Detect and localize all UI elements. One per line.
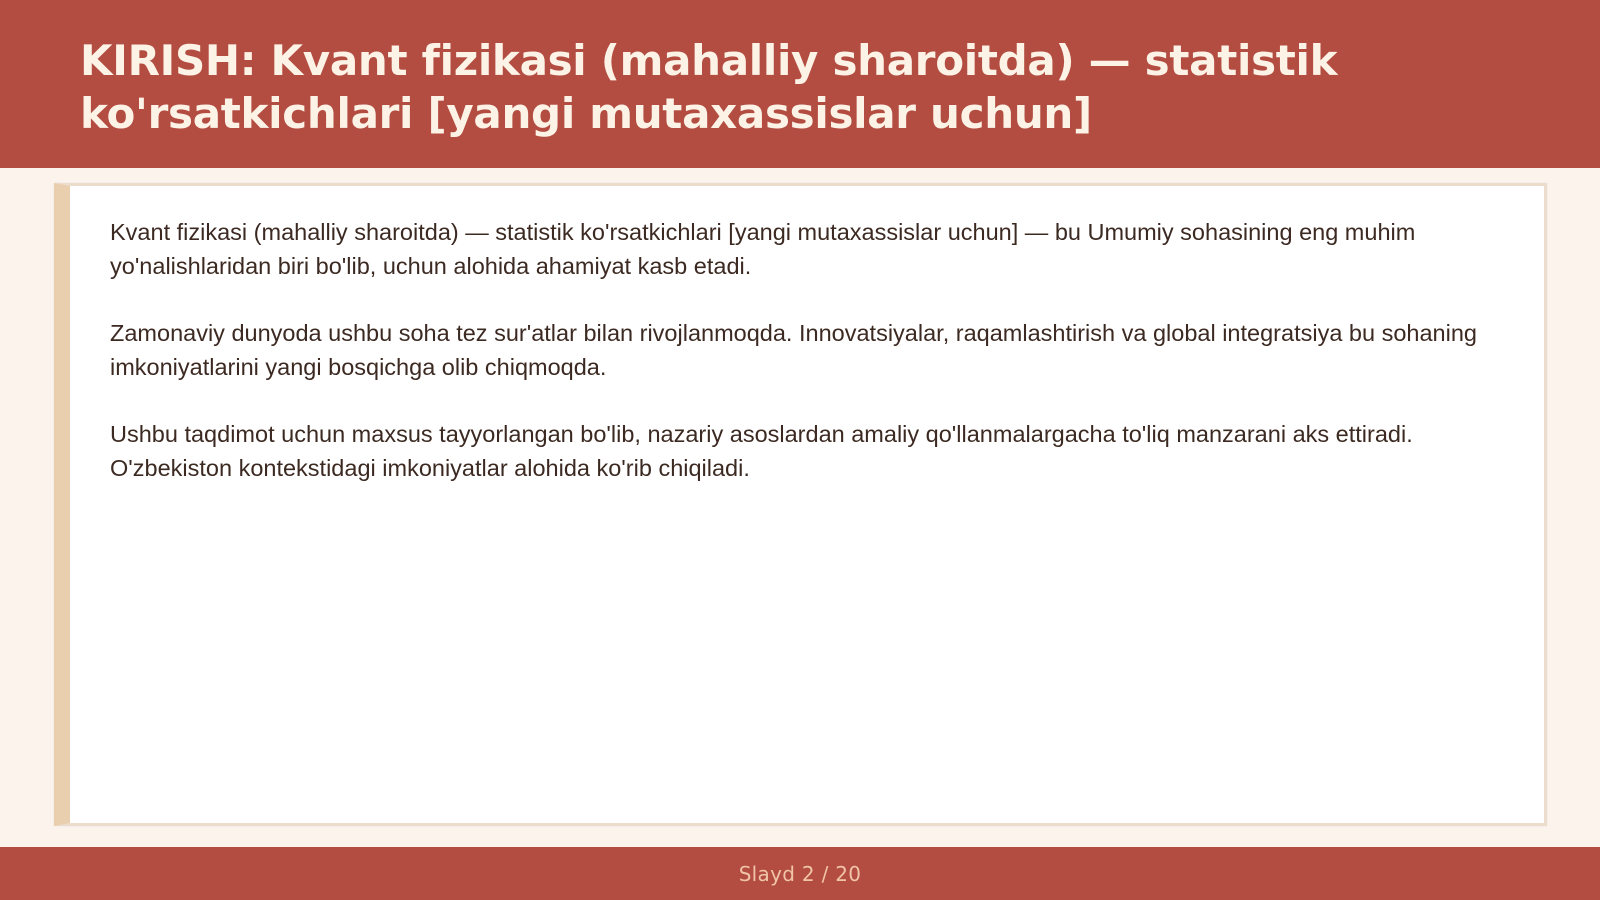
slide-footer [0, 847, 1600, 900]
slide-header [0, 0, 1600, 168]
paragraph-presentation-purpose: Ushbu taqdimot uchun maxsus tayyorlangan bo'lib, nazariy asoslardan amaliy qo'llanmalargacha to'liq manzarani aks ettiradi. O'zbekiston kontekstidagi imkoniyatlar alohida ko'rib chiqiladi. [110, 421, 1413, 481]
content-body [70, 186, 1544, 485]
slide-number: Slayd 2 / 20 [738, 861, 862, 886]
content-card [54, 183, 1547, 826]
paragraph-modern-world: Zamonaviy dunyoda ushbu soha tez sur'atlar bilan rivojlanmoqda. Innovatsiyalar, raqamlashtirish va global integratsiya bu sohaning imkoniyatlarini yangi bosqichga olib chiqmoqda. [110, 320, 1477, 380]
slide-title: KIRISH: Kvant fizikasi (mahalliy sharoitda) — statistik ko'rsatkichlari [yangi mutaxassislar uchun] [80, 36, 1338, 138]
paragraph-intro: Kvant fizikasi (mahalliy sharoitda) — statistik ko'rsatkichlari [yangi mutaxassislar uchun] — bu Umumiy sohasining eng muhim yo'nalishlaridan biri bo'lib, uchun alohida ahamiyat kasb etadi. [110, 219, 1416, 279]
